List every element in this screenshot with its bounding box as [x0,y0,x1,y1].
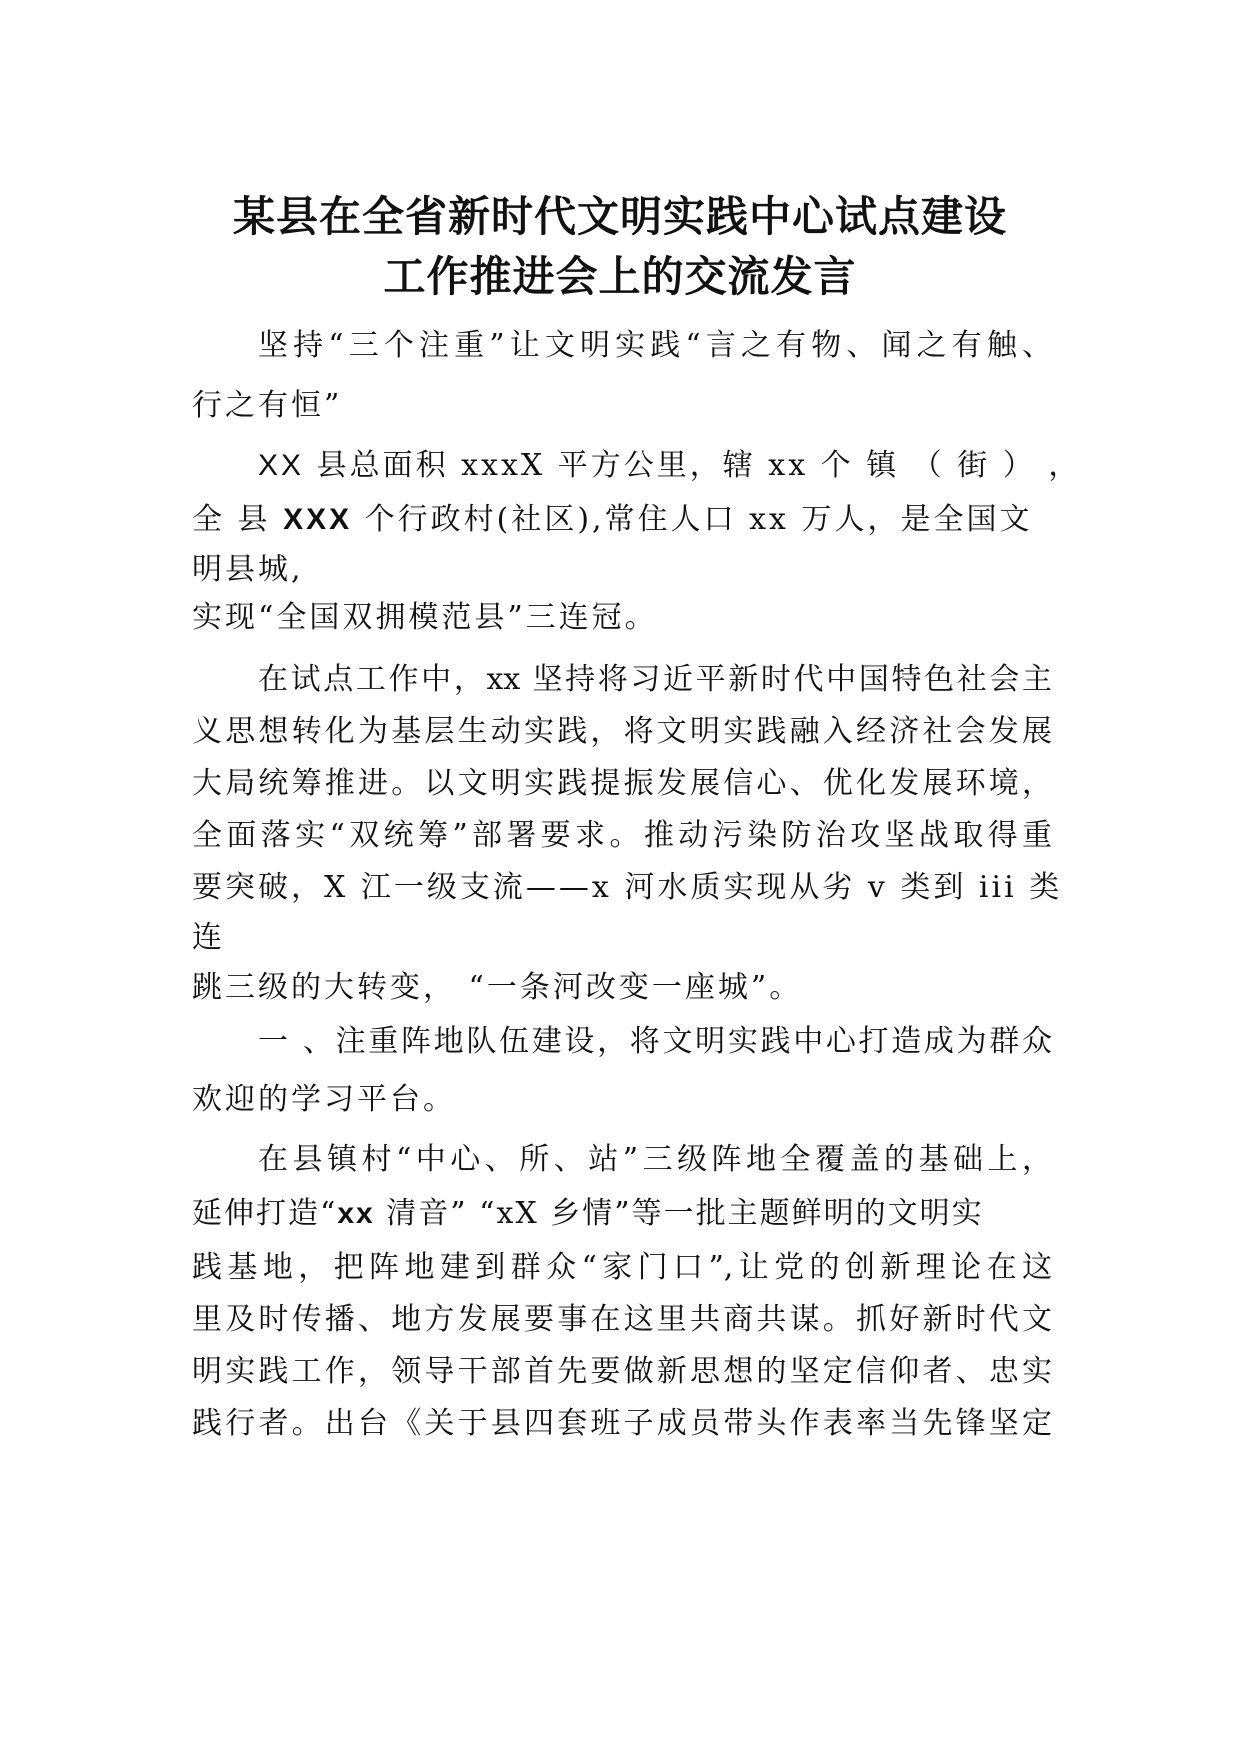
paragraph-3-line-5: 明实践工作，领导干部首先要做新思想的坚定信仰者、忠实 [192,1354,1052,1389]
paragraph-1-county-code: XX [258,449,305,482]
paragraph-3-line-6: 践行者。出台《关于县四套班子成员带头作表率当先锋坚定 [192,1406,1052,1441]
paragraph-3-line-2-text: 清音” “xX 乡情”等一批主题鲜明的文明实 [374,1196,984,1231]
paragraph-2-line-1: 在试点工作中，xx 坚持将习近平新时代中国特色社会主 [258,662,1052,697]
paragraph-3-brand-name: xx [337,1197,375,1230]
subtitle-line-2: 行之有恒” [192,388,343,423]
paragraph-1-line-1-text: 县总面积 xxxX 平方公里，辖 xx 个 镇 （ 街 ） ， [304,448,1082,483]
section-1-heading-line-2: 欢迎的学习平台。 [192,1082,456,1117]
paragraph-1-line-4: 实现“全国双拥模范县”三连冠。 [192,600,658,635]
paragraph-1-line-3: 明县城, [192,552,304,587]
paragraph-3-line-2-start: 延伸打造“ [192,1196,338,1231]
paragraph-2-line-3: 大局统筹推进。以文明实践提振发展信心、优化发展环境， [192,766,1052,801]
paragraph-1-village-count: XXX [283,503,353,536]
subtitle-line-1: 坚持“三个注重”让文明实践“言之有物、闻之有触、 [258,328,1052,363]
paragraph-1-line-1 [258,446,1081,486]
paragraph-2-line-2: 义思想转化为基层生动实践，将文明实践融入经济社会发展 [192,714,1052,749]
document-title-line-2: 工作推进会上的交流发言 [383,252,857,301]
document-title-line-1: 某县在全省新时代文明实践中心试点建设 [232,192,1007,241]
paragraph-3-line-3: 践基地，把阵地建到群众“家门口”,让党的创新理论在这 [192,1250,1052,1285]
paragraph-2-line-5: 要突破，X 江一级支流——x 河水质实现从劣 v 类到 iii 类 [192,870,1063,905]
paragraph-1-line-2-text: 个行政村(社区),常住人口 xx 万人，是全国文 [352,502,1033,537]
paragraph-2-line-6: 连 [192,920,225,955]
paragraph-3-line-4: 里及时传播、地方发展要事在这里共商共谋。抓好新时代文 [192,1302,1052,1337]
paragraph-2-line-7: 跳三级的大转变， “一条河改变一座城”。 [192,970,803,1005]
paragraph-3-line-2 [192,1194,1052,1234]
paragraph-1-line-2 [192,500,1033,540]
paragraph-3-line-1: 在县镇村“中心、所、站”三级阵地全覆盖的基础上， [258,1142,1052,1177]
paragraph-1-line-2-start: 全 县 [192,502,284,537]
paragraph-2-line-4: 全面落实“双统筹”部署要求。推动污染防治攻坚战取得重 [192,818,1052,853]
section-1-heading-line-1: 一 、注重阵地队伍建设，将文明实践中心打造成为群众 [258,1024,1052,1059]
